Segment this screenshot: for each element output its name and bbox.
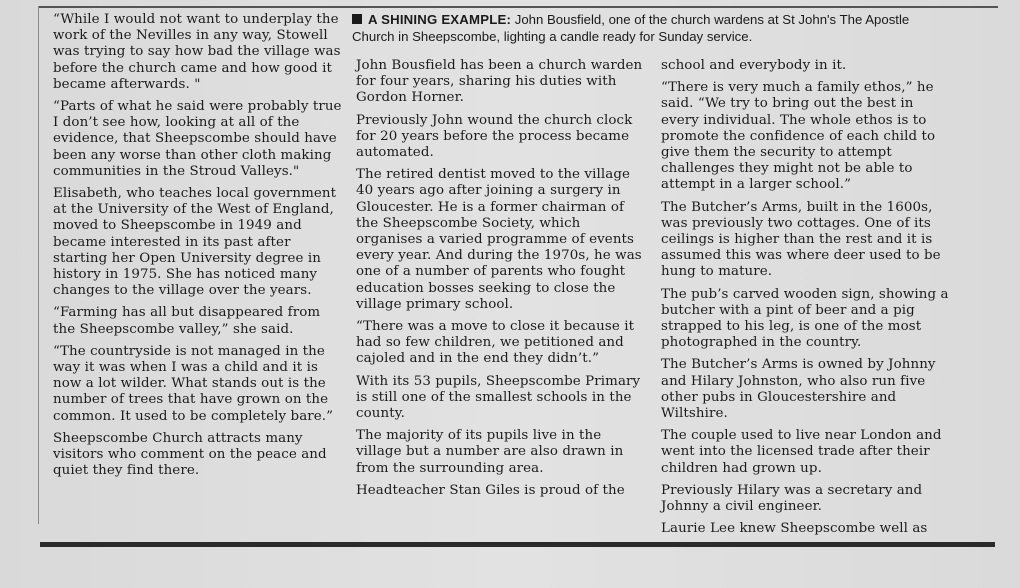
top-rule <box>38 6 998 8</box>
caption-square-bullet-icon <box>352 14 362 24</box>
caption-text: John Bousfield, one of the church wardens at St John's The Apostle Church in Sheepscombe, lighting a candle ready for Sunday service. <box>352 12 910 44</box>
paragraph: The Butcher’s Arms is owned by Johnny and Hilary Johnston, who also run five other pubs in Gloucestershire and Wiltshire. <box>661 357 936 422</box>
paragraph: The retired dentist moved to the village 40 years ago after joining a surgery in Gloucester. He is a former chairman of the Sheepscombe Society, which organises a varied programme of events every year. And during the 1970s, he was one of a number of parents who fought education bosses seeking to close the village primary school. <box>356 167 642 312</box>
paragraph: “The countryside is not managed in the way it was when I was a child and it is now a lot wilder. What stands out is the number of trees that have grown on the common. It used to be completely bare.” <box>53 343 334 424</box>
paragraph: With its 53 pupils, Sheepscombe Primary is still one of the smallest schools in the county. <box>356 373 641 422</box>
caption-lead: A SHINING EXAMPLE: <box>368 12 512 27</box>
paragraph: “There is very much a family ethos,” he said. “We try to bring out the best in every individual. The whole ethos is to promote the confidence of each child to give them the security to attempt challenges they might not be able to attempt in a larger school.” <box>661 80 936 193</box>
left-column-rule <box>38 6 39 524</box>
paragraph: Previously Hilary was a secretary and Johnny a civil engineer. <box>661 482 923 515</box>
paragraph: Headteacher Stan Giles is proud of the <box>356 482 625 498</box>
paragraph: The pub’s carved wooden sign, showing a butcher with a pint of beer and a pig strapped to his leg, is one of the most photographed in the country. <box>661 286 949 351</box>
paragraph: The couple used to live near London and went into the licensed trade after their children had grown up. <box>661 428 942 476</box>
paragraph: Sheepscombe Church attracts many visitors who comment on the peace and quiet they find there. <box>53 430 327 479</box>
paragraph: Elisabeth, who teaches local government at the University of the West of England, moved to Sheepscombe in 1949 and became interested in its past after starting her Open University degree in history in 1975. She has noticed many changes to the village over the years. <box>53 186 337 299</box>
article-column-1 <box>53 12 343 485</box>
paragraph: “Parts of what he said were probably true I don’t see how, looking at all of the evidence, that Sheepscombe should have been any worse than other cloth making communities in the Stroud Valleys." <box>53 99 342 179</box>
article-column-2 <box>356 58 644 505</box>
paragraph: “There was a move to close it because it had so few children, we petitioned and cajoled and in the end they didn’t.” <box>356 319 635 367</box>
paragraph: John Bousfield has been a church warden for four years, sharing his duties with Gordon Horner. <box>356 58 643 106</box>
paragraph: “Farming has all but disappeared from the Sheepscombe valley,” she said. <box>53 305 321 337</box>
paragraph: “While I would not want to underplay the work of the Nevilles in any way, Stowell was trying to say how bad the village was before the church came and how good it became afterwards. " <box>53 12 341 92</box>
bottom-rule <box>40 542 995 547</box>
article-column-3 <box>661 58 953 543</box>
photo-caption <box>352 12 952 45</box>
paragraph: school and everybody in it. <box>661 58 847 73</box>
paragraph: Laurie Lee knew Sheepscombe well as <box>661 521 928 537</box>
paragraph: The Butcher’s Arms, built in the 1600s, was previously two cottages. One of its ceilings is higher than the rest and it is assumed this was where deer used to be hung to mature. <box>661 199 941 280</box>
paragraph: Previously John wound the church clock for 20 years before the process became automated. <box>356 112 633 161</box>
paragraph: The majority of its pupils live in the village but a number are also drawn in from the surrounding area. <box>356 428 624 476</box>
